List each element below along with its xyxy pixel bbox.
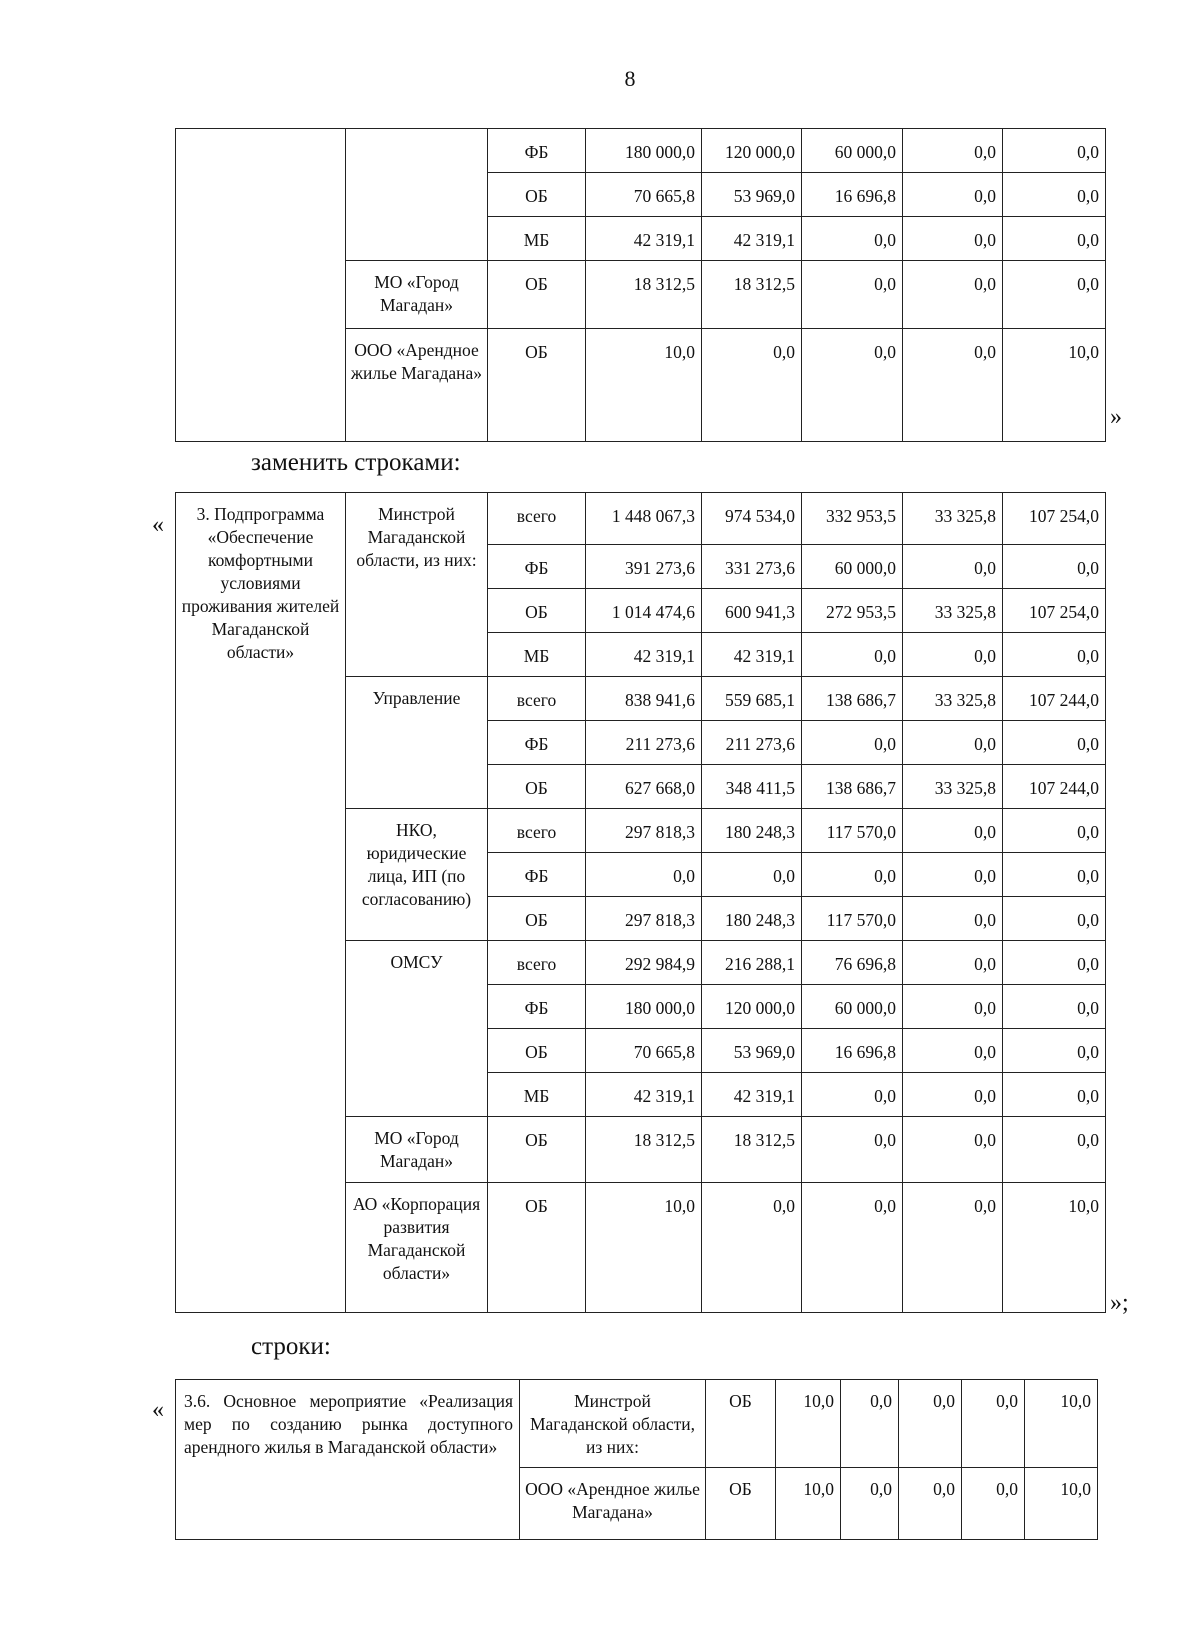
value-cell: 0,0 <box>802 1117 903 1183</box>
value-cell: 60 000,0 <box>802 985 903 1029</box>
value-cell: 0,0 <box>899 1468 962 1540</box>
fund-cell: ФБ <box>488 129 586 173</box>
value-cell: 0,0 <box>702 853 802 897</box>
value-cell: 18 312,5 <box>702 261 802 329</box>
value-cell: 332 953,5 <box>802 493 903 545</box>
opening-quote: « <box>152 512 164 538</box>
fund-cell: всего <box>488 809 586 853</box>
value-cell: 10,0 <box>776 1380 841 1468</box>
value-cell: 0,0 <box>903 985 1003 1029</box>
value-cell: 120 000,0 <box>702 985 802 1029</box>
value-cell: 117 570,0 <box>802 897 903 941</box>
value-cell: 42 319,1 <box>702 633 802 677</box>
value-cell: 117 570,0 <box>802 809 903 853</box>
value-cell: 0,0 <box>903 1117 1003 1183</box>
value-cell: 0,0 <box>903 217 1003 261</box>
value-cell: 0,0 <box>1003 261 1106 329</box>
value-cell: 33 325,8 <box>903 589 1003 633</box>
fund-cell: ОБ <box>488 765 586 809</box>
value-cell: 0,0 <box>903 173 1003 217</box>
table-row <box>176 493 1106 545</box>
value-cell: 0,0 <box>802 853 903 897</box>
org-cell: МО «Город Магадан» <box>346 261 488 329</box>
org-cell: ООО «Арендное жилье Магадана» <box>346 329 488 442</box>
value-cell: 0,0 <box>702 329 802 442</box>
value-cell: 0,0 <box>802 329 903 442</box>
value-cell: 0,0 <box>903 1183 1003 1313</box>
value-cell: 0,0 <box>802 1183 903 1313</box>
value-cell: 107 254,0 <box>1003 589 1106 633</box>
fund-cell: ФБ <box>488 985 586 1029</box>
value-cell: 0,0 <box>903 1029 1003 1073</box>
measure-cell: 3.6. Основное мероприятие «Реализация мер по созданию рынка доступного арендного жилья в Магаданской области» <box>176 1380 520 1540</box>
program-cell: 3. Подпрограмма «Обеспечение комфортными условиями проживания жителей Магаданской области» <box>176 493 346 1313</box>
value-cell: 331 273,6 <box>702 545 802 589</box>
value-cell: 0,0 <box>802 721 903 765</box>
replace-label: заменить строками: <box>251 449 461 476</box>
value-cell: 627 668,0 <box>586 765 702 809</box>
closing-quote: » <box>1110 404 1122 430</box>
value-cell: 0,0 <box>841 1380 899 1468</box>
rows-label: строки: <box>251 1333 331 1360</box>
value-cell: 107 244,0 <box>1003 677 1106 721</box>
value-cell: 559 685,1 <box>702 677 802 721</box>
value-cell: 216 288,1 <box>702 941 802 985</box>
value-cell: 180 000,0 <box>586 985 702 1029</box>
value-cell: 0,0 <box>903 129 1003 173</box>
value-cell: 0,0 <box>802 633 903 677</box>
table-row <box>176 129 1106 173</box>
fund-cell: ФБ <box>488 853 586 897</box>
budget-table-fragment <box>175 128 1106 442</box>
fund-cell: МБ <box>488 633 586 677</box>
replacement-table-body <box>176 493 1106 1313</box>
fund-cell: ОБ <box>488 1029 586 1073</box>
measure-table <box>175 1379 1098 1540</box>
value-cell: 974 534,0 <box>702 493 802 545</box>
value-cell: 0,0 <box>903 329 1003 442</box>
closing-quote: »; <box>1110 1290 1129 1316</box>
value-cell: 600 941,3 <box>702 589 802 633</box>
program-cell-empty <box>176 129 346 442</box>
value-cell: 76 696,8 <box>802 941 903 985</box>
value-cell: 0,0 <box>1003 129 1106 173</box>
value-cell: 0,0 <box>1003 1117 1106 1183</box>
org-cell: Минстрой Магаданской области, из них: <box>520 1380 706 1468</box>
value-cell: 1 014 474,6 <box>586 589 702 633</box>
fund-cell: ОБ <box>488 1117 586 1183</box>
opening-quote: « <box>152 1397 164 1423</box>
value-cell: 60 000,0 <box>802 545 903 589</box>
fund-cell: ОБ <box>488 329 586 442</box>
value-cell: 10,0 <box>1003 329 1106 442</box>
value-cell: 0,0 <box>903 261 1003 329</box>
value-cell: 0,0 <box>962 1380 1025 1468</box>
value-cell: 391 273,6 <box>586 545 702 589</box>
value-cell: 42 319,1 <box>702 217 802 261</box>
fund-cell: ФБ <box>488 545 586 589</box>
org-cell: Минстрой Магаданской области, из них: <box>346 493 488 677</box>
value-cell: 272 953,5 <box>802 589 903 633</box>
value-cell: 33 325,8 <box>903 765 1003 809</box>
value-cell: 0,0 <box>899 1380 962 1468</box>
page-number: 8 <box>624 66 636 91</box>
value-cell: 107 244,0 <box>1003 765 1106 809</box>
value-cell: 211 273,6 <box>702 721 802 765</box>
value-cell: 0,0 <box>802 217 903 261</box>
value-cell: 138 686,7 <box>802 765 903 809</box>
value-cell: 0,0 <box>903 545 1003 589</box>
org-cell: МО «Город Магадан» <box>346 1117 488 1183</box>
value-cell: 60 000,0 <box>802 129 903 173</box>
value-cell: 10,0 <box>1025 1380 1098 1468</box>
value-cell: 16 696,8 <box>802 1029 903 1073</box>
fund-cell: ОБ <box>488 261 586 329</box>
value-cell: 292 984,9 <box>586 941 702 985</box>
value-cell: 33 325,8 <box>903 493 1003 545</box>
value-cell: 838 941,6 <box>586 677 702 721</box>
value-cell: 120 000,0 <box>702 129 802 173</box>
value-cell: 0,0 <box>802 1073 903 1117</box>
value-cell: 42 319,1 <box>702 1073 802 1117</box>
value-cell: 0,0 <box>1003 1073 1106 1117</box>
value-cell: 138 686,7 <box>802 677 903 721</box>
value-cell: 0,0 <box>1003 633 1106 677</box>
value-cell: 10,0 <box>586 329 702 442</box>
value-cell: 0,0 <box>903 633 1003 677</box>
value-cell: 42 319,1 <box>586 1073 702 1117</box>
value-cell: 10,0 <box>1025 1468 1098 1540</box>
value-cell: 0,0 <box>903 1073 1003 1117</box>
value-cell: 18 312,5 <box>586 261 702 329</box>
value-cell: 0,0 <box>1003 897 1106 941</box>
value-cell: 180 000,0 <box>586 129 702 173</box>
value-cell: 0,0 <box>903 941 1003 985</box>
value-cell: 0,0 <box>1003 217 1106 261</box>
value-cell: 180 248,3 <box>702 897 802 941</box>
fund-cell: ФБ <box>488 721 586 765</box>
value-cell: 33 325,8 <box>903 677 1003 721</box>
fund-cell: ОБ <box>706 1380 776 1468</box>
value-cell: 0,0 <box>802 261 903 329</box>
value-cell: 297 818,3 <box>586 897 702 941</box>
value-cell: 10,0 <box>776 1468 841 1540</box>
value-cell: 0,0 <box>586 853 702 897</box>
fund-cell: ОБ <box>488 1183 586 1313</box>
value-cell: 0,0 <box>1003 173 1106 217</box>
value-cell: 0,0 <box>903 853 1003 897</box>
fund-cell: ОБ <box>706 1468 776 1540</box>
value-cell: 0,0 <box>1003 809 1106 853</box>
value-cell: 211 273,6 <box>586 721 702 765</box>
value-cell: 0,0 <box>1003 1029 1106 1073</box>
value-cell: 0,0 <box>1003 545 1106 589</box>
value-cell: 180 248,3 <box>702 809 802 853</box>
value-cell: 0,0 <box>841 1468 899 1540</box>
value-cell: 0,0 <box>903 809 1003 853</box>
value-cell: 107 254,0 <box>1003 493 1106 545</box>
fund-cell: ОБ <box>488 173 586 217</box>
org-cell-empty <box>346 129 488 261</box>
fund-cell: всего <box>488 493 586 545</box>
value-cell: 0,0 <box>962 1468 1025 1540</box>
value-cell: 10,0 <box>1003 1183 1106 1313</box>
value-cell: 42 319,1 <box>586 217 702 261</box>
fund-cell: ОБ <box>488 897 586 941</box>
table-row <box>176 1380 1098 1468</box>
org-cell: ООО «Арендное жилье Магадана» <box>520 1468 706 1540</box>
value-cell: 1 448 067,3 <box>586 493 702 545</box>
value-cell: 348 411,5 <box>702 765 802 809</box>
value-cell: 0,0 <box>1003 853 1106 897</box>
value-cell: 53 969,0 <box>702 173 802 217</box>
fund-cell: всего <box>488 941 586 985</box>
org-cell: ОМСУ <box>346 941 488 1117</box>
value-cell: 18 312,5 <box>586 1117 702 1183</box>
budget-table-replacement <box>175 492 1106 1313</box>
value-cell: 10,0 <box>586 1183 702 1313</box>
value-cell: 18 312,5 <box>702 1117 802 1183</box>
value-cell: 0,0 <box>903 897 1003 941</box>
value-cell: 70 665,8 <box>586 173 702 217</box>
value-cell: 53 969,0 <box>702 1029 802 1073</box>
fund-cell: МБ <box>488 217 586 261</box>
value-cell: 70 665,8 <box>586 1029 702 1073</box>
org-cell: НКО, юридические лица, ИП (по согласованию) <box>346 809 488 941</box>
fund-cell: всего <box>488 677 586 721</box>
value-cell: 0,0 <box>1003 985 1106 1029</box>
value-cell: 0,0 <box>1003 721 1106 765</box>
fund-cell: МБ <box>488 1073 586 1117</box>
value-cell: 0,0 <box>903 721 1003 765</box>
value-cell: 16 696,8 <box>802 173 903 217</box>
org-cell: АО «Корпорация развития Магаданской области» <box>346 1183 488 1313</box>
org-cell: Управление <box>346 677 488 809</box>
value-cell: 0,0 <box>1003 941 1106 985</box>
value-cell: 297 818,3 <box>586 809 702 853</box>
value-cell: 42 319,1 <box>586 633 702 677</box>
value-cell: 0,0 <box>702 1183 802 1313</box>
fund-cell: ОБ <box>488 589 586 633</box>
